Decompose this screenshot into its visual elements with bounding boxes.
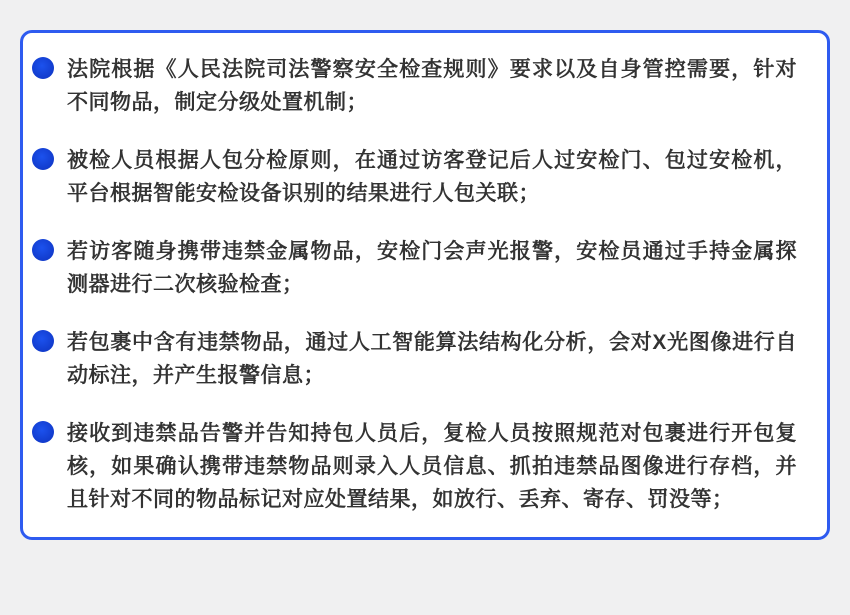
list-item [32, 144, 797, 210]
list-item [32, 235, 797, 301]
list-item-text: 接收到违禁品告警并告知持包人员后，复检人员按照规范对包裹进行开包复核，如果确认携带违禁物品则录入人员信息、抓拍违禁品图像进行存档，并且针对不同的物品标记对应处置结果，如放行、丢弃、寄存、罚没等； [67, 422, 797, 511]
bullet-dot-icon [32, 330, 54, 352]
bullet-dot-icon [32, 239, 54, 261]
list-item [32, 326, 797, 392]
list-item-text: 若包裹中含有违禁物品，通过人工智能算法结构化分析，会对X光图像进行自动标注，并产生报警信息； [67, 331, 797, 387]
bullet-dot-icon [32, 421, 54, 443]
bullet-dot-icon [32, 148, 54, 170]
list-item-text: 被检人员根据人包分检原则，在通过访客登记后人过安检门、包过安检机，平台根据智能安检设备识别的结果进行人包关联； [67, 149, 797, 205]
list-item-text: 若访客随身携带违禁金属物品，安检门会声光报警，安检员通过手持金属探测器进行二次核验检查； [67, 240, 797, 296]
list-item [32, 417, 797, 516]
list-item [32, 53, 797, 119]
list-item-text: 法院根据《人民法院司法警察安全检查规则》要求以及自身管控需要，针对不同物品，制定分级处置机制； [67, 58, 797, 114]
bullet-dot-icon [32, 57, 54, 79]
security-check-rules-card [20, 30, 830, 540]
